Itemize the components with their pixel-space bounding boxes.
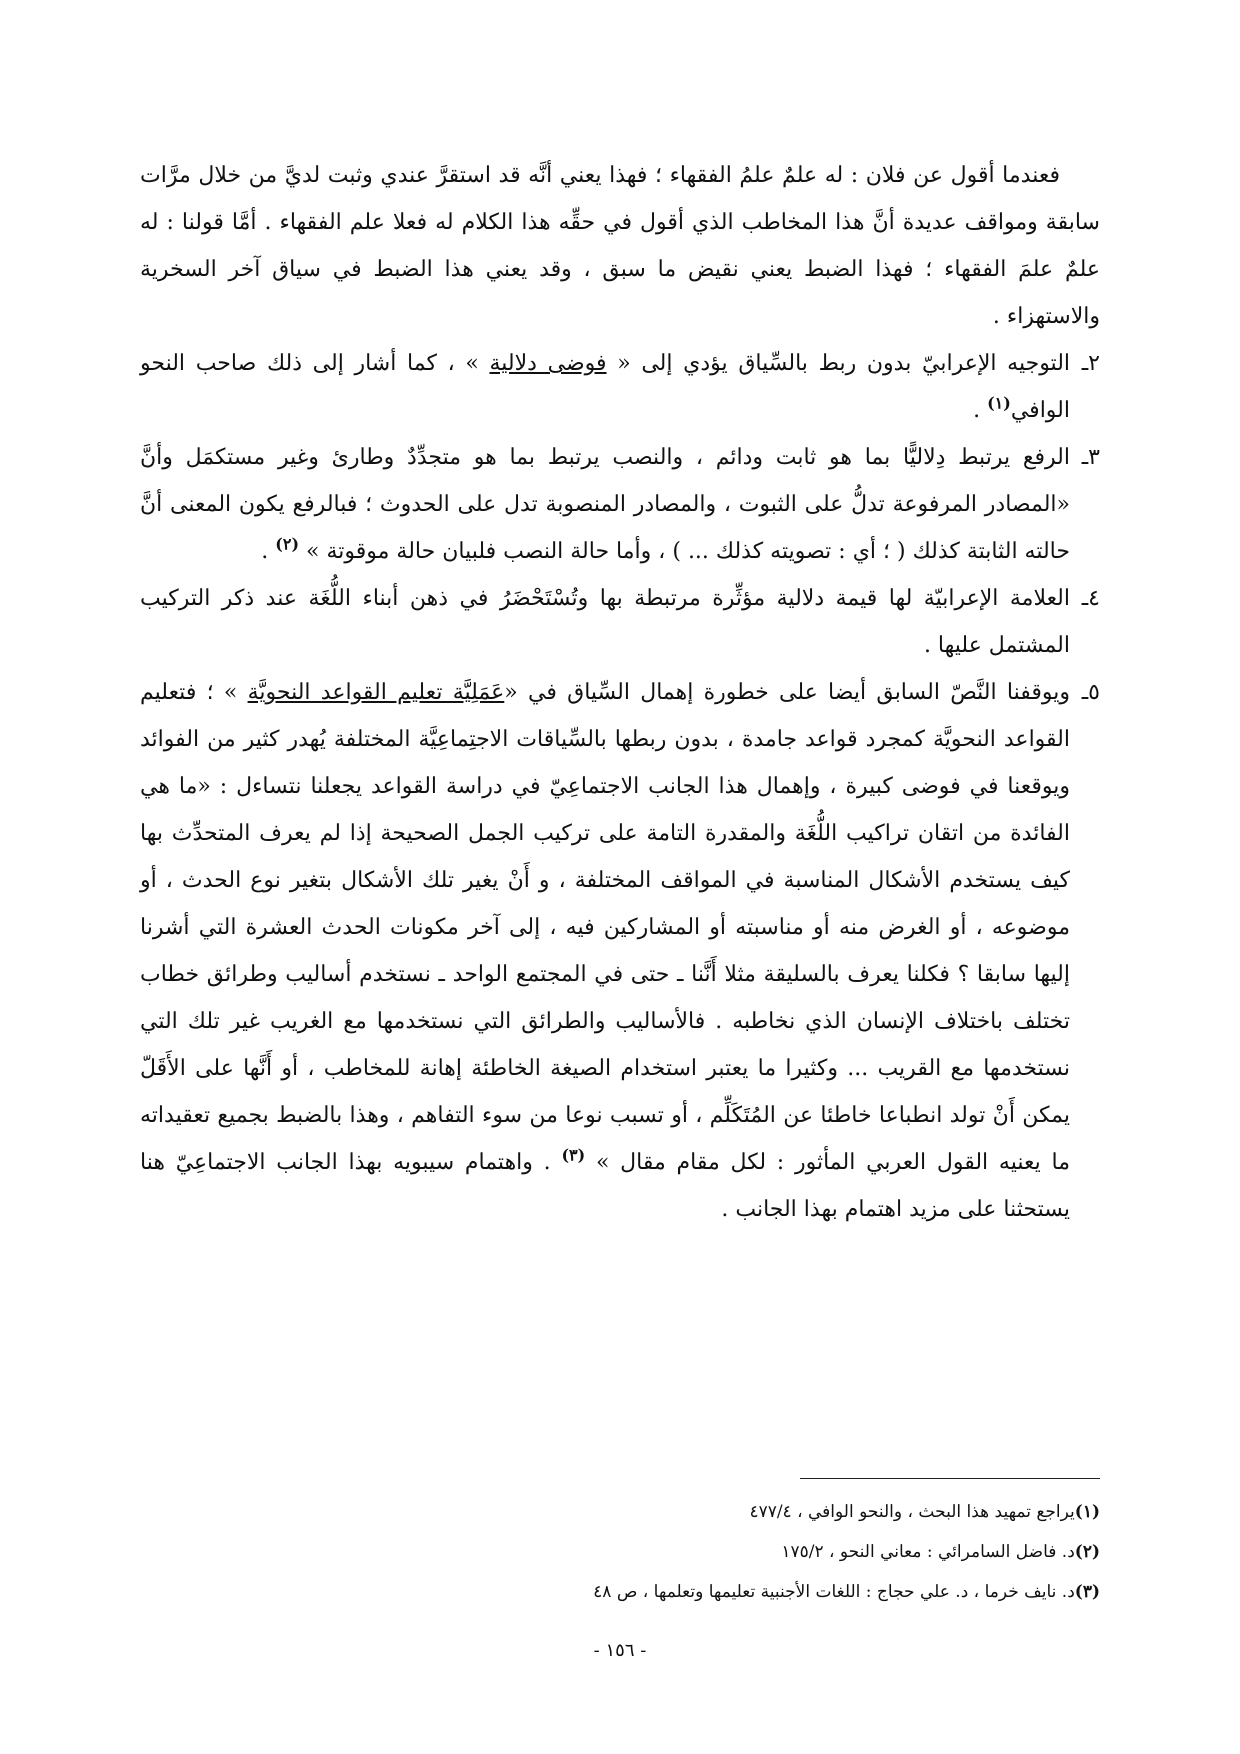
item-text: . واهتمام سيبويه بهذا الجانب الاجتماعِيّ هنا يستحثنا على مزيد اهتمام بهذا الجانب .	[140, 1150, 1070, 1222]
underlined-term: فوضى دلالية	[489, 351, 607, 376]
footnote-ref-3[interactable]: (٣)	[561, 1145, 586, 1165]
footnote-ref-1[interactable]: (١)	[987, 393, 1011, 413]
footnote-divider	[800, 1478, 1100, 1479]
item-number: ٥ـ	[1081, 680, 1100, 705]
footnote-text: د. فاضل السامرائي : معاني النحو ، ١٧٥/٢	[781, 1542, 1075, 1562]
item-text: » ؛ فتعليم القواعد النحويَّة كمجرد قواعد جامدة ، بدون ربطها بالسِّياقات الاجتِماعِيَّة المختلفة يُهدر كثير من الفوائد ويوقعنا في فوضى كبيرة ، وإهمال هذا الجانب الاجتماعِيّ في دراسة القواعد يجعلنا نتساءل : «ما هي الفائدة من اتقان تراكيب اللُّغَة والمقدرة التامة على تركيب الجمل الصحيحة إذا لم يعرف المتحدِّث بها كيف يستخدم الأشكال المناسبة في المواقف المختلفة ، و أَنْ يغير تلك الأشكال بتغير نوع الحدث ، أو موضوعه ، أو الغرض منه أو مناسبته أو المشاركين فيه ، إلى آخر مكونات الحدث العشرة التي أشرنا إليها سابقا ؟ فكلنا يعرف بالسليقة مثلا أَنَّنا ـ حتى في المجتمع الواحد ـ نستخدم أساليب وطرائق خطاب تختلف باختلاف الإنسان الذي نخاطبه . فالأساليب والطرائق التي نستخدمها مع الغريب غير تلك التي نستخدمها مع القريب ... وكثيرا ما يعتبر استخدام الصيغة الخاطئة إهانة للمخاطب ، أو أَنَّها على الأَقَلّ يمكن أَنْ تولد انطباعا خاطئا عن المُتَكَلِّم ، أو تسبب نوعا من سوء التفاهم ، وهذا بالضبط بجميع تعقيداته ما يعنيه القول العربي المأثور : لكل مقام مقال »	[140, 680, 1070, 1175]
item-text: الرفع يرتبط دِلاليًّا بما هو ثابت ودائم ، والنصب يرتبط بما هو متجدِّدٌ وطارئ وغير مستكمَل وأنَّ «المصادر المرفوعة تدلُّ على الثبوت ، والمصادر المنصوبة تدل على الحدوث ؛ فبالرفع يكون المعنى أنَّ حالته الثابتة كذلك ( ؛ أي : تصويته كذلك ... ) ، وأما حالة النصب فلبيان حالة موقوتة »	[140, 445, 1070, 564]
footnote-text: يراجع تمهيد هذا البحث ، والنحو الوافي ، ٤٧٧/٤	[749, 1502, 1075, 1522]
item-text: .	[973, 398, 988, 423]
item-text: .	[261, 539, 276, 564]
footnote-3	[140, 1572, 1100, 1612]
item-text: ويوقفنا النَّصّ السابق أيضا على خطورة إهمال السِّياق في «	[504, 680, 1070, 705]
footnotes	[140, 1492, 1100, 1612]
intro-paragraph: فعندما أقول عن فلان : له علمٌ علمُ الفقهاء ؛ فهذا يعني أنَّه قد استقرَّ عندي وثبت لديَّ من خلال مرَّات سابقة ومواقف عديدة أنَّ هذا المخاطب الذي أقول في حقِّه هذا الكلام له فعلا علم الفقهاء . أمَّا قولنا : له علمٌ علمَ الفقهاء ؛ فهذا الضبط يعني نقيض ما سبق ، وقد يعني هذا الضبط في سياق آخر السخرية والاستهزاء .	[140, 163, 1100, 329]
item-text: التوجيه الإعرابيّ بدون ربط بالسِّياق يؤدي إلى «	[606, 351, 1071, 376]
list-item-3	[140, 434, 1100, 575]
footnote-text: د. نايف خرما ، د. علي حجاج : اللغات الأجنبية تعليمها وتعلمها ، ص ٤٨	[593, 1582, 1075, 1602]
footnote-ref-2[interactable]: (٢)	[275, 534, 300, 554]
item-text: » ، كما أشار إلى ذلك صاحب النحو الوافي	[140, 351, 1070, 423]
page-number: - ١٥٦ -	[593, 1640, 647, 1661]
item-number: ٣ـ	[1081, 445, 1100, 470]
footnote-number: (١)	[1074, 1502, 1100, 1522]
list-item-2	[140, 340, 1100, 434]
item-text: العلامة الإعرابيّة لها قيمة دلالية مؤثِّرة مرتبطة بها وتُسْتَحْضَرُ في ذهن أبناء اللُّغَة عند ذكر التركيب المشتمل عليها .	[140, 586, 1070, 658]
list-item-5	[140, 669, 1100, 1233]
footnote-number: (٢)	[1074, 1542, 1100, 1562]
footnote-1	[140, 1492, 1100, 1532]
item-number: ٤ـ	[1081, 586, 1100, 611]
list-item-4	[140, 575, 1100, 669]
item-number: ٢ـ	[1081, 351, 1100, 376]
footnote-number: (٣)	[1074, 1582, 1100, 1602]
footnote-2	[140, 1532, 1100, 1572]
body-text	[140, 152, 1100, 1233]
underlined-term: عَمَلِيَّة تعليم القواعد النحويَّة	[247, 680, 505, 705]
